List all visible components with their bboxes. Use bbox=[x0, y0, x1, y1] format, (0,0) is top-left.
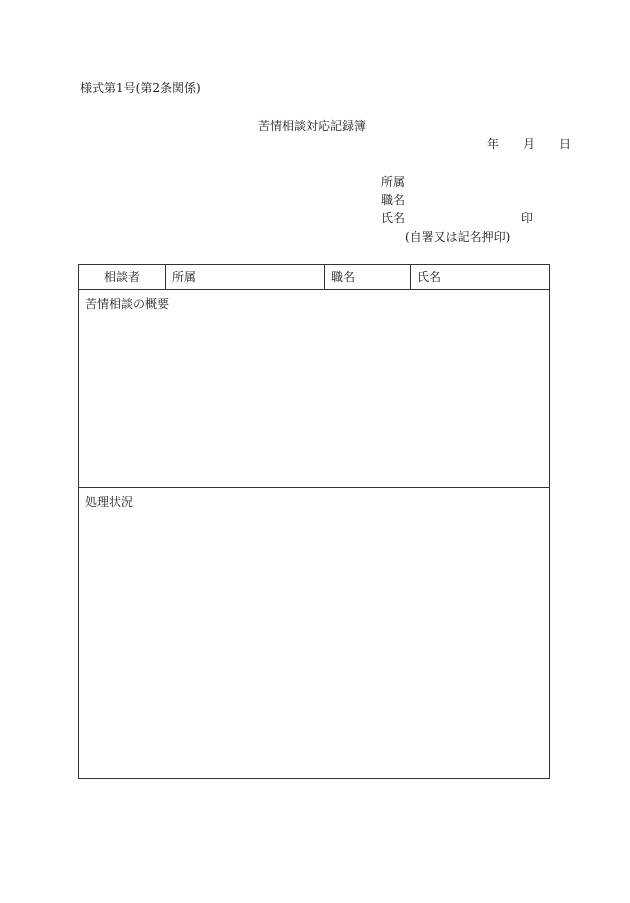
consultant-label: 相談者 bbox=[79, 265, 166, 290]
consultant-name-cell: 氏名 bbox=[417, 270, 442, 284]
consultant-position-cell: 職名 bbox=[325, 265, 411, 290]
record-table bbox=[78, 264, 550, 779]
year-label: 年 bbox=[487, 137, 500, 151]
consultant-row bbox=[79, 265, 549, 290]
summary-section bbox=[79, 290, 549, 488]
month-label: 月 bbox=[523, 137, 536, 151]
signature-name-label: 氏名 bbox=[381, 211, 406, 225]
signature-affiliation-label: 所属 bbox=[381, 175, 406, 189]
signature-seal-label: 印 bbox=[521, 211, 534, 225]
signature-note: (自署又は記名押印) bbox=[405, 230, 511, 244]
status-label: 処理状況 bbox=[85, 495, 134, 509]
date-line bbox=[463, 137, 571, 151]
form-number: 様式第1号(第2条関係) bbox=[80, 81, 201, 95]
status-section bbox=[79, 488, 549, 778]
day-label: 日 bbox=[559, 137, 572, 151]
summary-label: 苦情相談の概要 bbox=[85, 297, 170, 311]
document-title: 苦情相談対応記録簿 bbox=[258, 119, 367, 133]
signature-position-label: 職名 bbox=[381, 193, 406, 207]
consultant-affiliation-cell: 所属 bbox=[166, 265, 325, 290]
